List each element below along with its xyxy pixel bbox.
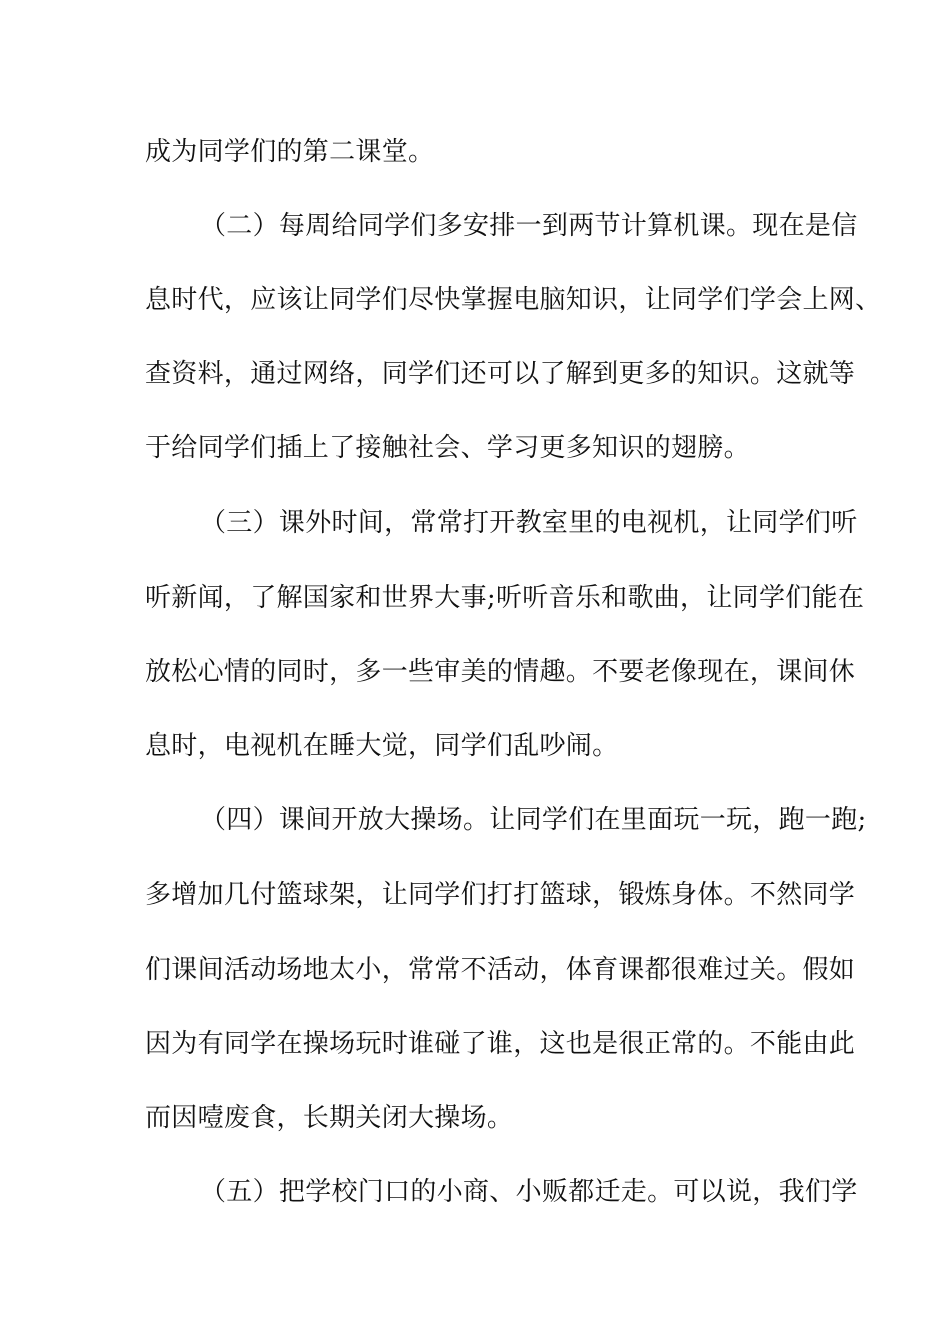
text-line: 们课间活动场地太小，常常不活动，体育课都很难过关。假如 [145, 955, 856, 985]
text-line: 因为有同学在操场玩时谁碰了谁，这也是很正常的。不能由此 [145, 1029, 856, 1059]
text-line: 放松心情的同时，多一些审美的情趣。不要老像现在，课间休 [145, 657, 856, 687]
text-line: 听新闻，了解国家和世界大事;听听音乐和歌曲，让同学们能在 [145, 583, 865, 613]
paragraph-start-line: （四）课间开放大操场。让同学们在里面玩一玩，跑一跑; [200, 805, 867, 835]
text-line: 查资料，通过网络，同学们还可以了解到更多的知识。这就等 [145, 359, 856, 389]
paragraph-start-line: （二）每周给同学们多安排一到两节计算机课。现在是信 [200, 211, 858, 241]
paragraph-start-line: （五）把学校门口的小商、小贩都迁走。可以说，我们学 [200, 1177, 858, 1207]
text-line: 于给同学们插上了接触社会、学习更多知识的翅膀。 [145, 433, 750, 463]
text-line: 成为同学们的第二课堂。 [145, 137, 435, 167]
text-line: 而因噎废食，长期关闭大操场。 [145, 1103, 514, 1133]
text-line: 息时代，应该让同学们尽快掌握电脑知识，让同学们学会上网、 [145, 285, 882, 315]
paragraph-start-line: （三）课外时间，常常打开教室里的电视机，让同学们听 [200, 508, 858, 538]
text-line: 多增加几付篮球架，让同学们打打篮球，锻炼身体。不然同学 [145, 880, 856, 910]
text-line: 息时，电视机在睡大觉，同学们乱吵闹。 [145, 731, 619, 761]
